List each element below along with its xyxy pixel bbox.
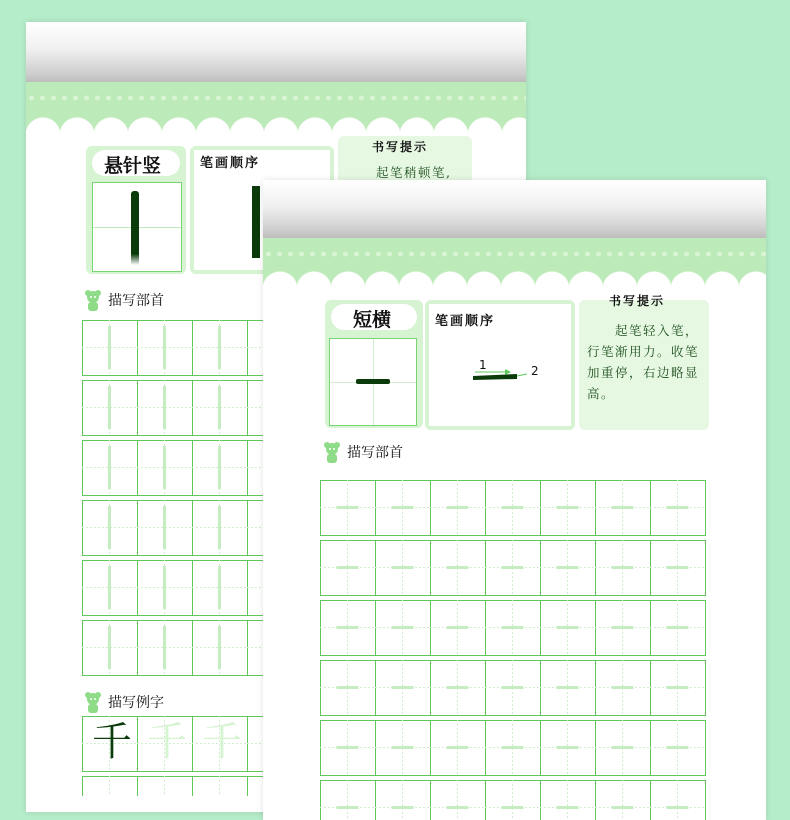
decorative-band [263,238,766,288]
tips-label: 书写提示 [372,138,428,155]
decorative-band [26,82,526,134]
band-dots [263,250,766,258]
trace-example-label: 描写例字 [108,692,164,712]
stroke-order-panel [425,300,575,430]
big-char-box [329,338,417,426]
paper-roll [263,180,766,238]
order-step-2: 2 [531,364,539,378]
tip-text: 起笔稍顿笔, [376,162,451,183]
example-trace-char: 千 [141,716,193,768]
grid-row [320,540,706,596]
trace-radical-label: 描写部首 [108,290,164,310]
short-horizontal-stroke [356,379,390,384]
title-panel [325,300,423,428]
trace-example-heading [82,690,164,714]
tips-panel [579,300,709,430]
stroke-title: 悬针竖 [104,151,161,178]
paper-roll [26,22,526,82]
tip-line: 起笔轻入笔， [615,320,699,341]
front-radical-grid [320,480,710,820]
tips-label: 书写提示 [609,292,665,309]
order-stroke-preview [252,186,260,258]
bear-mascot-icon [82,690,104,714]
example-trace-char: 千 [196,716,248,768]
band-scallop [263,271,766,289]
grid-row [320,780,706,820]
stroke-order-label: 笔画顺序 [200,152,260,171]
bear-mascot-icon [321,440,343,464]
grid-row [320,600,706,656]
grid-row [320,480,706,536]
tip-line: 高。 [587,383,615,404]
vertical-stroke [131,191,139,265]
example-char: 千 [86,716,138,768]
band-dots [26,94,526,102]
band-scallop [26,117,526,135]
bear-mascot-icon [82,288,104,312]
trace-radical-label: 描写部首 [347,442,403,462]
stroke-order-label: 笔画顺序 [435,310,495,329]
tip-line: 加重停，右边略显 [587,362,699,383]
trace-radical-heading [321,440,403,464]
tip-line: 行笔渐用力。收笔 [587,341,699,362]
grid-row [320,720,706,776]
order-step-1: 1 [479,358,487,372]
grid-row [320,660,706,716]
title-panel [86,146,186,274]
stroke-title: 短横 [353,305,391,332]
worksheet-front [263,180,766,820]
trace-radical-heading [82,288,164,312]
big-char-box [92,182,182,272]
